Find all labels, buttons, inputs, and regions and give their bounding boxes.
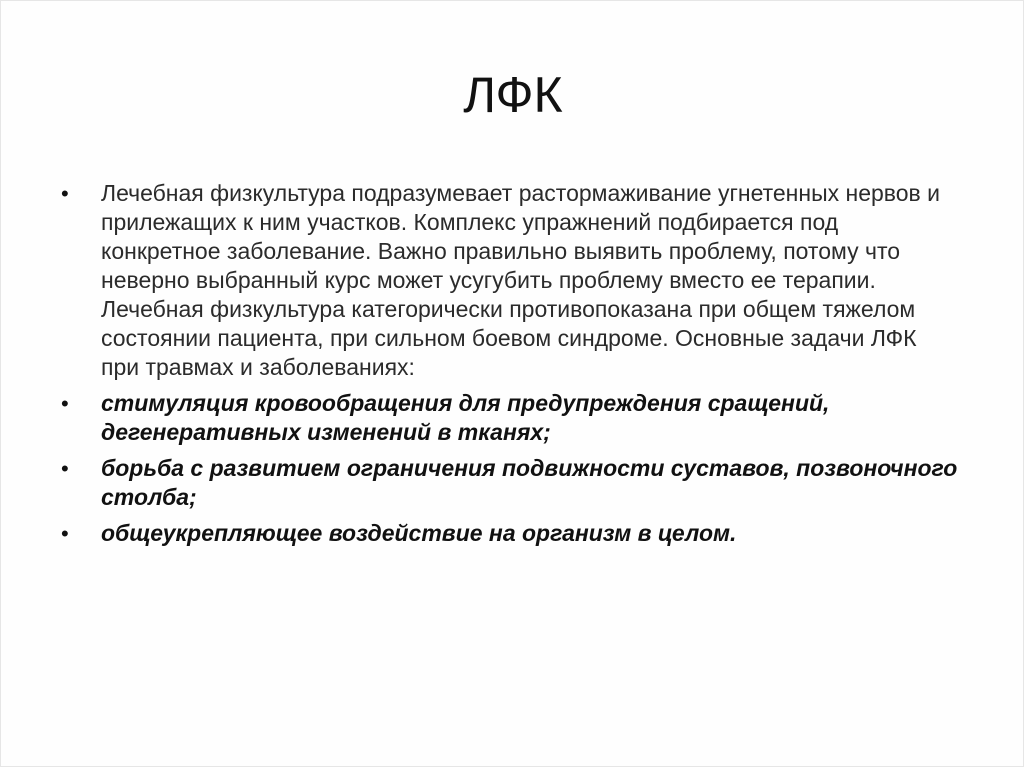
list-item-text: Лечебная физкультура подразумевает растормаживание угнетенных нервов и прилежащих к ним участков. Комплекс упражнений подбирается под конкретное заболевание. Важно правильно выявить проблему, потому что неверно выбранный курс может усугубить проблему вместо ее терапии. Лечебная физкультура категорически противопоказана при общем тяжелом состоянии пациента, при сильном боевом синдроме. Основные задачи ЛФК при травмах и заболеваниях: <box>101 180 940 380</box>
list-item <box>61 454 961 512</box>
list-item-text: борьба с развитием ограничения подвижности суставов, позвоночного столба; <box>101 455 958 510</box>
bullet-list <box>61 179 961 555</box>
list-item-text: стимуляция кровообращения для предупреждения сращений, дегенеративных изменений в тканях; <box>101 390 830 445</box>
bullet-icon: • <box>61 521 69 546</box>
list-item <box>61 389 961 447</box>
list-item <box>61 519 961 548</box>
bullet-icon: • <box>61 181 69 206</box>
slide-title: ЛФК <box>463 67 563 123</box>
list-item <box>61 179 961 382</box>
bullet-icon: • <box>61 391 69 416</box>
bullet-icon: • <box>61 456 69 481</box>
list-item-text: общеукрепляющее воздействие на организм в целом. <box>101 520 737 546</box>
